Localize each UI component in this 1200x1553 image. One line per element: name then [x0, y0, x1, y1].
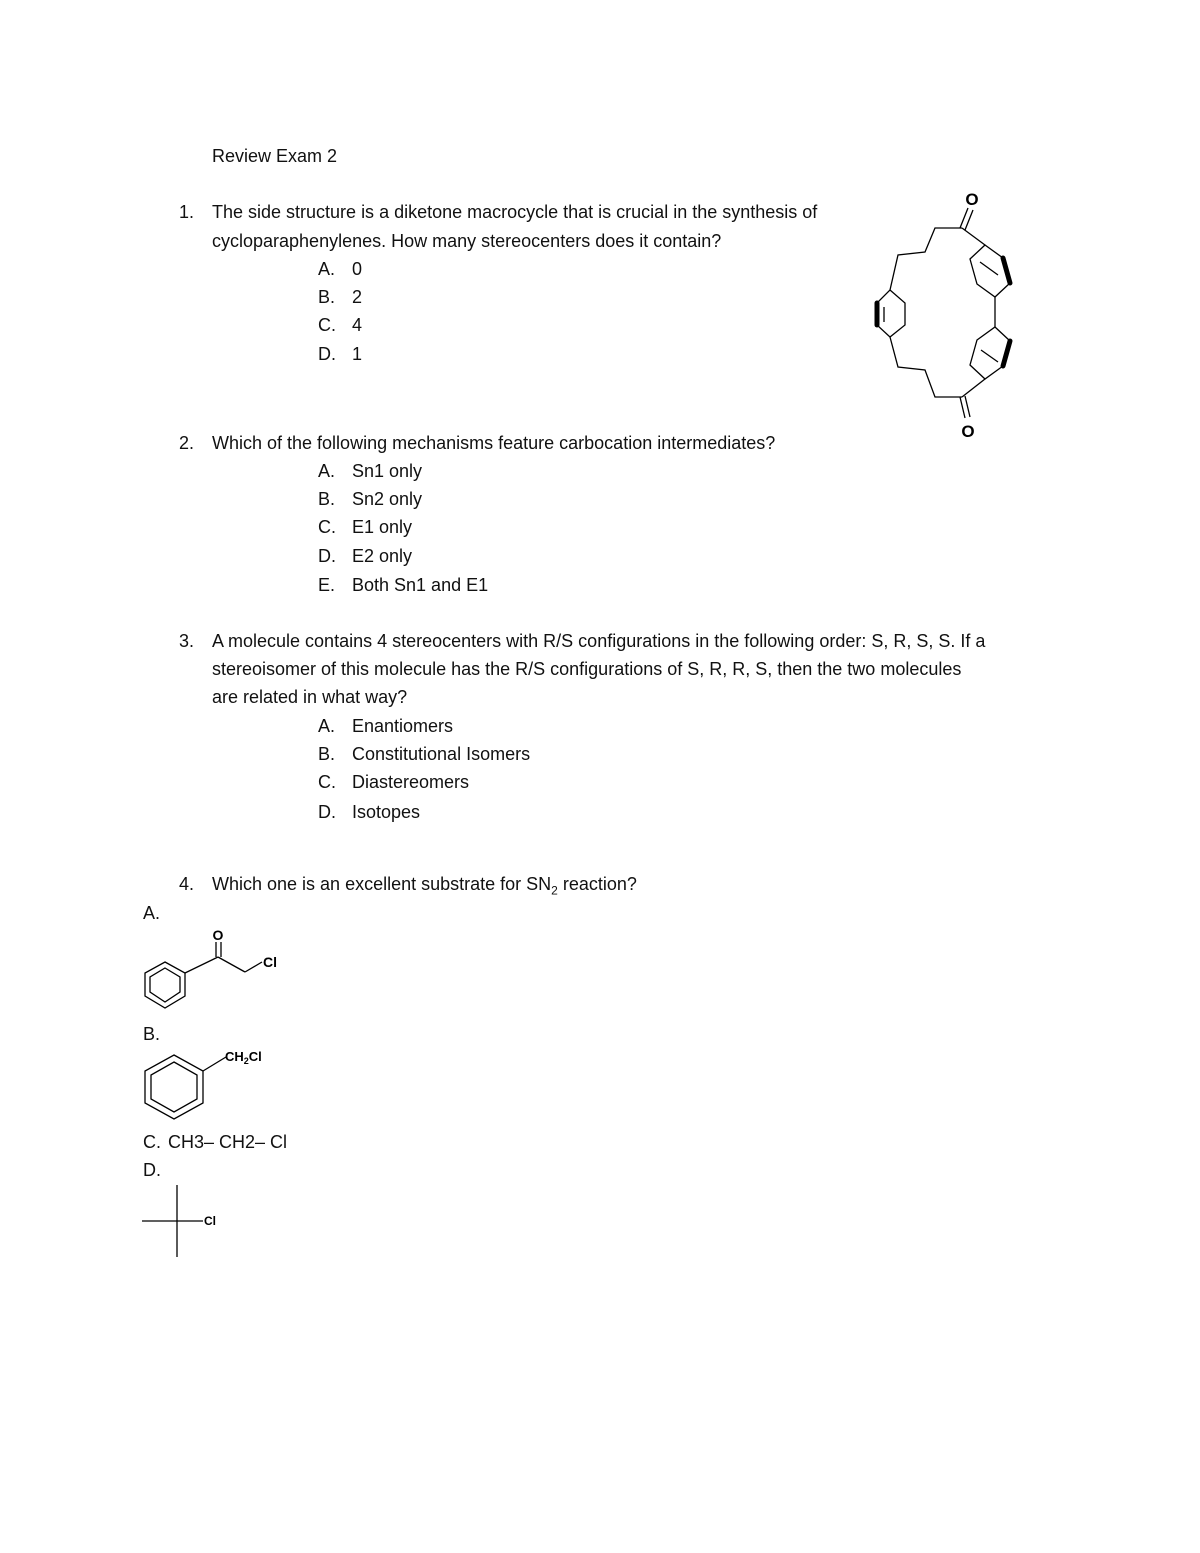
question-text: Which one is an excellent substrate for $SN_2$ reaction?	[212, 874, 637, 898]
option-text: Constitutional Isomers	[352, 744, 531, 764]
option-label: C.	[318, 517, 336, 537]
option-text: Isotopes	[352, 802, 421, 822]
option-label: C.	[318, 772, 336, 792]
option-text: 4	[352, 315, 363, 335]
option-label: D.	[318, 802, 336, 822]
option-text: E1 only	[352, 517, 413, 537]
question-text-line: A molecule contains 4 stereocenters with R/S configurations in the following order: S, R, S, S. If a	[212, 631, 986, 651]
option-text: Sn2 only	[352, 489, 423, 509]
question-number: 1.	[178, 202, 194, 222]
option-text: E2 only	[352, 546, 413, 566]
question-text-line: Which of the following mechanisms feature carbocation intermediates?	[212, 433, 776, 453]
option-label: B.	[318, 287, 336, 307]
option-label: C.	[318, 315, 336, 335]
option-text: 0	[352, 259, 363, 279]
chlorine-atom-label: Cl	[204, 1214, 216, 1228]
oxygen-atom-label: O	[961, 422, 975, 441]
question-text-line: stereoisomer of this molecule has the R/S configurations of S, R, R, S, then the two molecules	[212, 659, 962, 679]
option-label: B.	[318, 489, 336, 509]
option-text: 1	[352, 344, 363, 364]
option-label: A.	[318, 716, 336, 736]
chlorine-atom-label: Cl	[263, 954, 277, 970]
option-label: B.	[318, 744, 336, 764]
option-text: Diastereomers	[352, 772, 470, 792]
option-text: 2	[352, 287, 363, 307]
ch2cl-group-label: $CH_2Cl$	[225, 1049, 262, 1066]
option-label: E.	[318, 575, 336, 595]
question-number: 4.	[178, 874, 194, 894]
option-label: A.	[318, 259, 336, 279]
option-label: A.	[143, 903, 161, 923]
option-label: B.	[143, 1024, 161, 1044]
structure-c-formula: CH3– CH2– Cl	[168, 1132, 288, 1152]
question-text-line: are related in what way?	[212, 687, 408, 707]
option-label: C.	[143, 1132, 161, 1152]
question-text-line: cycloparaphenylenes. How many stereocenters does it contain?	[212, 231, 722, 251]
question-number: 3.	[178, 631, 194, 651]
oxygen-atom-label: O	[965, 190, 979, 209]
oxygen-atom-label: O	[212, 927, 224, 943]
option-text: Enantiomers	[352, 716, 454, 736]
option-label: D.	[318, 546, 336, 566]
page-title: Review Exam 2	[212, 146, 338, 166]
option-label: D.	[143, 1160, 161, 1180]
option-label: D.	[318, 344, 336, 364]
option-text: Both Sn1 and E1	[352, 575, 489, 595]
option-label: A.	[318, 461, 336, 481]
option-text: Sn1 only	[352, 461, 423, 481]
question-text-line: The side structure is a diketone macrocycle that is crucial in the synthesis of	[212, 202, 818, 222]
question-number: 2.	[178, 433, 194, 453]
